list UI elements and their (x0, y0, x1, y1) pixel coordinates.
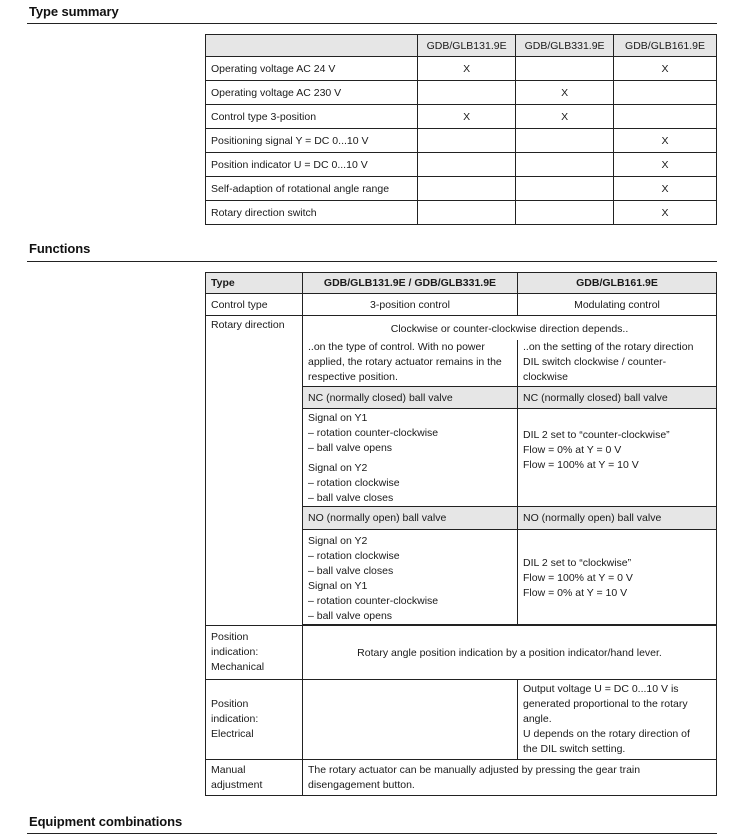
text-line: – rotation clockwise (308, 550, 400, 562)
row-label: Self-adaption of rotational angle range (206, 177, 418, 201)
cell-value (516, 177, 614, 201)
table-row (206, 57, 717, 81)
table-row (206, 81, 717, 105)
header-cell-gdb161: GDB/GLB161.9E (614, 35, 717, 57)
text-line: – rotation counter-clockwise (308, 427, 439, 439)
text-line: Flow = 100% at Y = 0 V (523, 572, 633, 584)
cell-intro: Clockwise or counter-clockwise direction depends.. (303, 316, 717, 340)
header-cell-gdb331: GDB/GLB331.9E (516, 35, 614, 57)
table-row-position-mechanical (206, 626, 717, 680)
text-line: Mechanical (211, 661, 265, 673)
row-label: Rotary direction (206, 316, 303, 626)
text-line: Manual (211, 763, 246, 776)
cell-value: X (614, 129, 717, 153)
cell-value (614, 81, 717, 105)
text-line: – ball valve opens (308, 610, 393, 622)
cell-value (516, 153, 614, 177)
table-header-row (206, 35, 717, 57)
cell-value (418, 81, 516, 105)
cell-no-header: NO (normally open) ball valve (303, 507, 518, 530)
row-label (206, 680, 303, 760)
cell-value (518, 680, 717, 760)
text-line: – ball valve closes (308, 565, 394, 577)
text-line: – ball valve opens (308, 442, 393, 454)
table-row-rotary-direction-intro (206, 316, 717, 340)
text-line: Flow = 100% at Y = 10 V (523, 459, 639, 471)
cell-value: X (614, 201, 717, 225)
cell-no-header: NO (normally open) ball valve (518, 507, 717, 530)
cell-nc-header: NC (normally closed) ball valve (518, 387, 717, 409)
header-cell-type: Type (206, 273, 303, 294)
row-label: Rotary direction switch (206, 201, 418, 225)
cell-value (418, 129, 516, 153)
table-row (206, 177, 717, 201)
text-line: Output voltage U = DC 0...10 V is (523, 683, 679, 695)
text-line: Position (211, 631, 249, 643)
text-line: Electrical (211, 728, 254, 740)
table-row-manual-adjustment (206, 760, 717, 796)
section-rule (27, 23, 717, 24)
text-line: – rotation clockwise (308, 477, 400, 489)
cell-value (614, 105, 717, 129)
cell-value: X (614, 57, 717, 81)
row-label: Positioning signal Y = DC 0...10 V (206, 129, 418, 153)
text-line: DIL 2 set to “counter-clockwise” (523, 429, 670, 441)
table-header-row (206, 273, 717, 294)
cell-nc-header: NC (normally closed) ball valve (303, 387, 518, 409)
cell-value-empty (303, 680, 518, 760)
section-heading-equipment-combinations: Equipment combinations (29, 814, 183, 829)
text-line: indication: (211, 646, 259, 658)
text-line: indication: (211, 713, 259, 725)
row-label: Operating voltage AC 24 V (206, 57, 418, 81)
section-rule (27, 261, 717, 262)
table-row-position-electrical (206, 680, 717, 760)
header-cell-empty (206, 35, 418, 57)
cell-value (418, 177, 516, 201)
header-cell-gdb131: GDB/GLB131.9E (418, 35, 516, 57)
text-line: Signal on Y1 (308, 412, 368, 424)
row-label: Position indicator U = DC 0...10 V (206, 153, 418, 177)
cell-value (516, 57, 614, 81)
row-label: Operating voltage AC 230 V (206, 81, 418, 105)
header-cell-gdb161: GDB/GLB161.9E (518, 273, 717, 294)
cell-value: X (418, 57, 516, 81)
text-line: Signal on Y1 (308, 580, 368, 592)
text-line: adjustment (211, 778, 263, 791)
cell-value: X (614, 153, 717, 177)
row-label: Control type 3-position (206, 105, 418, 129)
header-cell-gdb131-331: GDB/GLB131.9E / GDB/GLB331.9E (303, 273, 518, 294)
row-label (206, 760, 303, 796)
text-line: disengagement button. (308, 778, 415, 791)
cell-value: X (516, 81, 614, 105)
text-line: Position (211, 698, 249, 710)
cell-value (303, 760, 717, 796)
text-line: – rotation counter-clockwise (308, 595, 439, 607)
text-line: the DIL switch setting. (523, 743, 626, 755)
cell-value (418, 201, 516, 225)
cell-value: X (614, 177, 717, 201)
cell-value: Modulating control (518, 294, 717, 316)
cell-nc-signals (303, 409, 518, 507)
cell-no-signals (303, 530, 518, 625)
cell-value: 3-position control (303, 294, 518, 316)
type-summary-table (205, 34, 717, 225)
cell-value: ..on the type of control. With no power applied, the rotary actuator remains in the respective position. (303, 340, 518, 387)
text-line: DIL 2 set to “clockwise” (523, 557, 632, 569)
table-row (206, 201, 717, 225)
table-row (206, 153, 717, 177)
table-row (206, 129, 717, 153)
cell-value: X (516, 105, 614, 129)
cell-value (516, 201, 614, 225)
row-label (206, 626, 303, 680)
text-line: The rotary actuator can be manually adjusted by pressing the gear train (308, 763, 641, 776)
section-heading-functions: Functions (29, 241, 91, 256)
cell-value: Rotary angle position indication by a position indicator/hand lever. (303, 626, 717, 680)
text-line: angle. (523, 713, 552, 725)
text-line: U depends on the rotary direction of (523, 728, 690, 740)
cell-value: ..on the setting of the rotary direction DIL switch clockwise / counter-clockwise (518, 340, 717, 387)
text-line: Signal on Y2 (308, 535, 368, 547)
text-line: Flow = 0% at Y = 0 V (523, 444, 622, 456)
section-rule (27, 833, 717, 834)
text-line: Signal on Y2 (308, 462, 368, 474)
section-heading-type-summary: Type summary (29, 4, 119, 19)
text-line: – ball valve closes (308, 492, 394, 504)
cell-value (418, 153, 516, 177)
cell-no-dil (518, 530, 717, 625)
cell-value: X (418, 105, 516, 129)
cell-value (516, 129, 614, 153)
row-label: Control type (206, 294, 303, 316)
table-row-control-type (206, 294, 717, 316)
cell-nc-dil (518, 409, 717, 507)
table-row (206, 105, 717, 129)
text-line: Flow = 0% at Y = 10 V (523, 587, 628, 599)
text-line: generated proportional to the rotary (523, 698, 688, 710)
functions-table (205, 272, 717, 796)
